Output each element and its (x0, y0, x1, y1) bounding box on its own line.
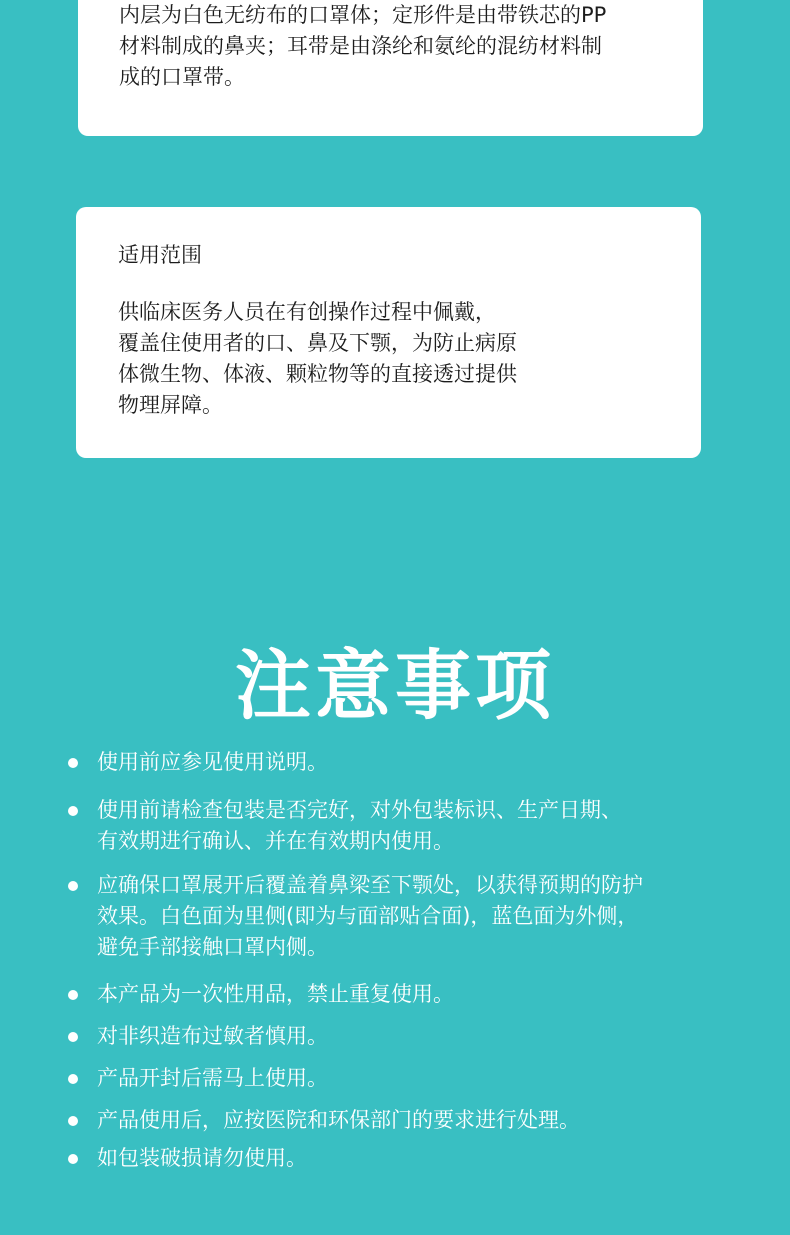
notice-line: 应确保口罩展开后覆盖着鼻梁至下颚处，以获得预期的防护 (97, 873, 643, 897)
notice-line: 对非织造布过敏者慎用。 (97, 1024, 328, 1048)
material-line: 成的口罩带。 (119, 65, 245, 89)
bullet-icon (68, 806, 78, 816)
bullet-icon (68, 881, 78, 891)
material-line: 材料制成的鼻夹；耳带是由涤纶和氨纶的混纺材料制 (119, 34, 602, 58)
notice-line: 使用前请检查包装是否完好，对外包装标识、生产日期、 (97, 798, 622, 822)
bullet-icon (68, 1116, 78, 1126)
scope-heading: 适用范围 (118, 243, 202, 267)
scope-line: 体微生物、体液、颗粒物等的直接透过提供 (118, 362, 517, 386)
notice-item (97, 795, 737, 857)
notice-line: 避免手部接触口罩内侧。 (97, 935, 328, 959)
scope-line: 物理屏障。 (118, 393, 223, 417)
bullet-icon (68, 1032, 78, 1042)
notice-line: 有效期进行确认、并在有效期内使用。 (97, 829, 454, 853)
notice-line: 本产品为一次性用品，禁止重复使用。 (97, 982, 454, 1006)
notice-item (97, 1021, 737, 1052)
notice-line: 如包装破损请勿使用。 (97, 1146, 307, 1170)
material-line: 内层为白色无纺布的口罩体；定形件是由带铁芯的PP (119, 3, 607, 27)
scope-line: 覆盖住使用者的口、鼻及下颚，为防止病原 (118, 331, 517, 355)
notice-line: 产品使用后，应按医院和环保部门的要求进行处理。 (97, 1108, 580, 1132)
notice-line: 产品开封后需马上使用。 (97, 1066, 328, 1090)
bullet-icon (68, 758, 78, 768)
notice-item (97, 1105, 737, 1136)
notice-item (97, 870, 737, 963)
scope-line: 供临床医务人员在有创操作过程中佩戴， (118, 300, 496, 324)
notice-title: 注意事项 (235, 640, 555, 730)
notice-line: 使用前应参见使用说明。 (97, 750, 328, 774)
bullet-icon (68, 1154, 78, 1164)
notice-item (97, 1063, 737, 1094)
notice-item (97, 979, 737, 1010)
notice-item (97, 747, 737, 778)
bullet-icon (68, 990, 78, 1000)
notice-line: 效果。白色面为里侧(即为与面部贴合面)，蓝色面为外侧， (97, 904, 639, 928)
notice-item (97, 1143, 737, 1174)
bullet-icon (68, 1074, 78, 1084)
